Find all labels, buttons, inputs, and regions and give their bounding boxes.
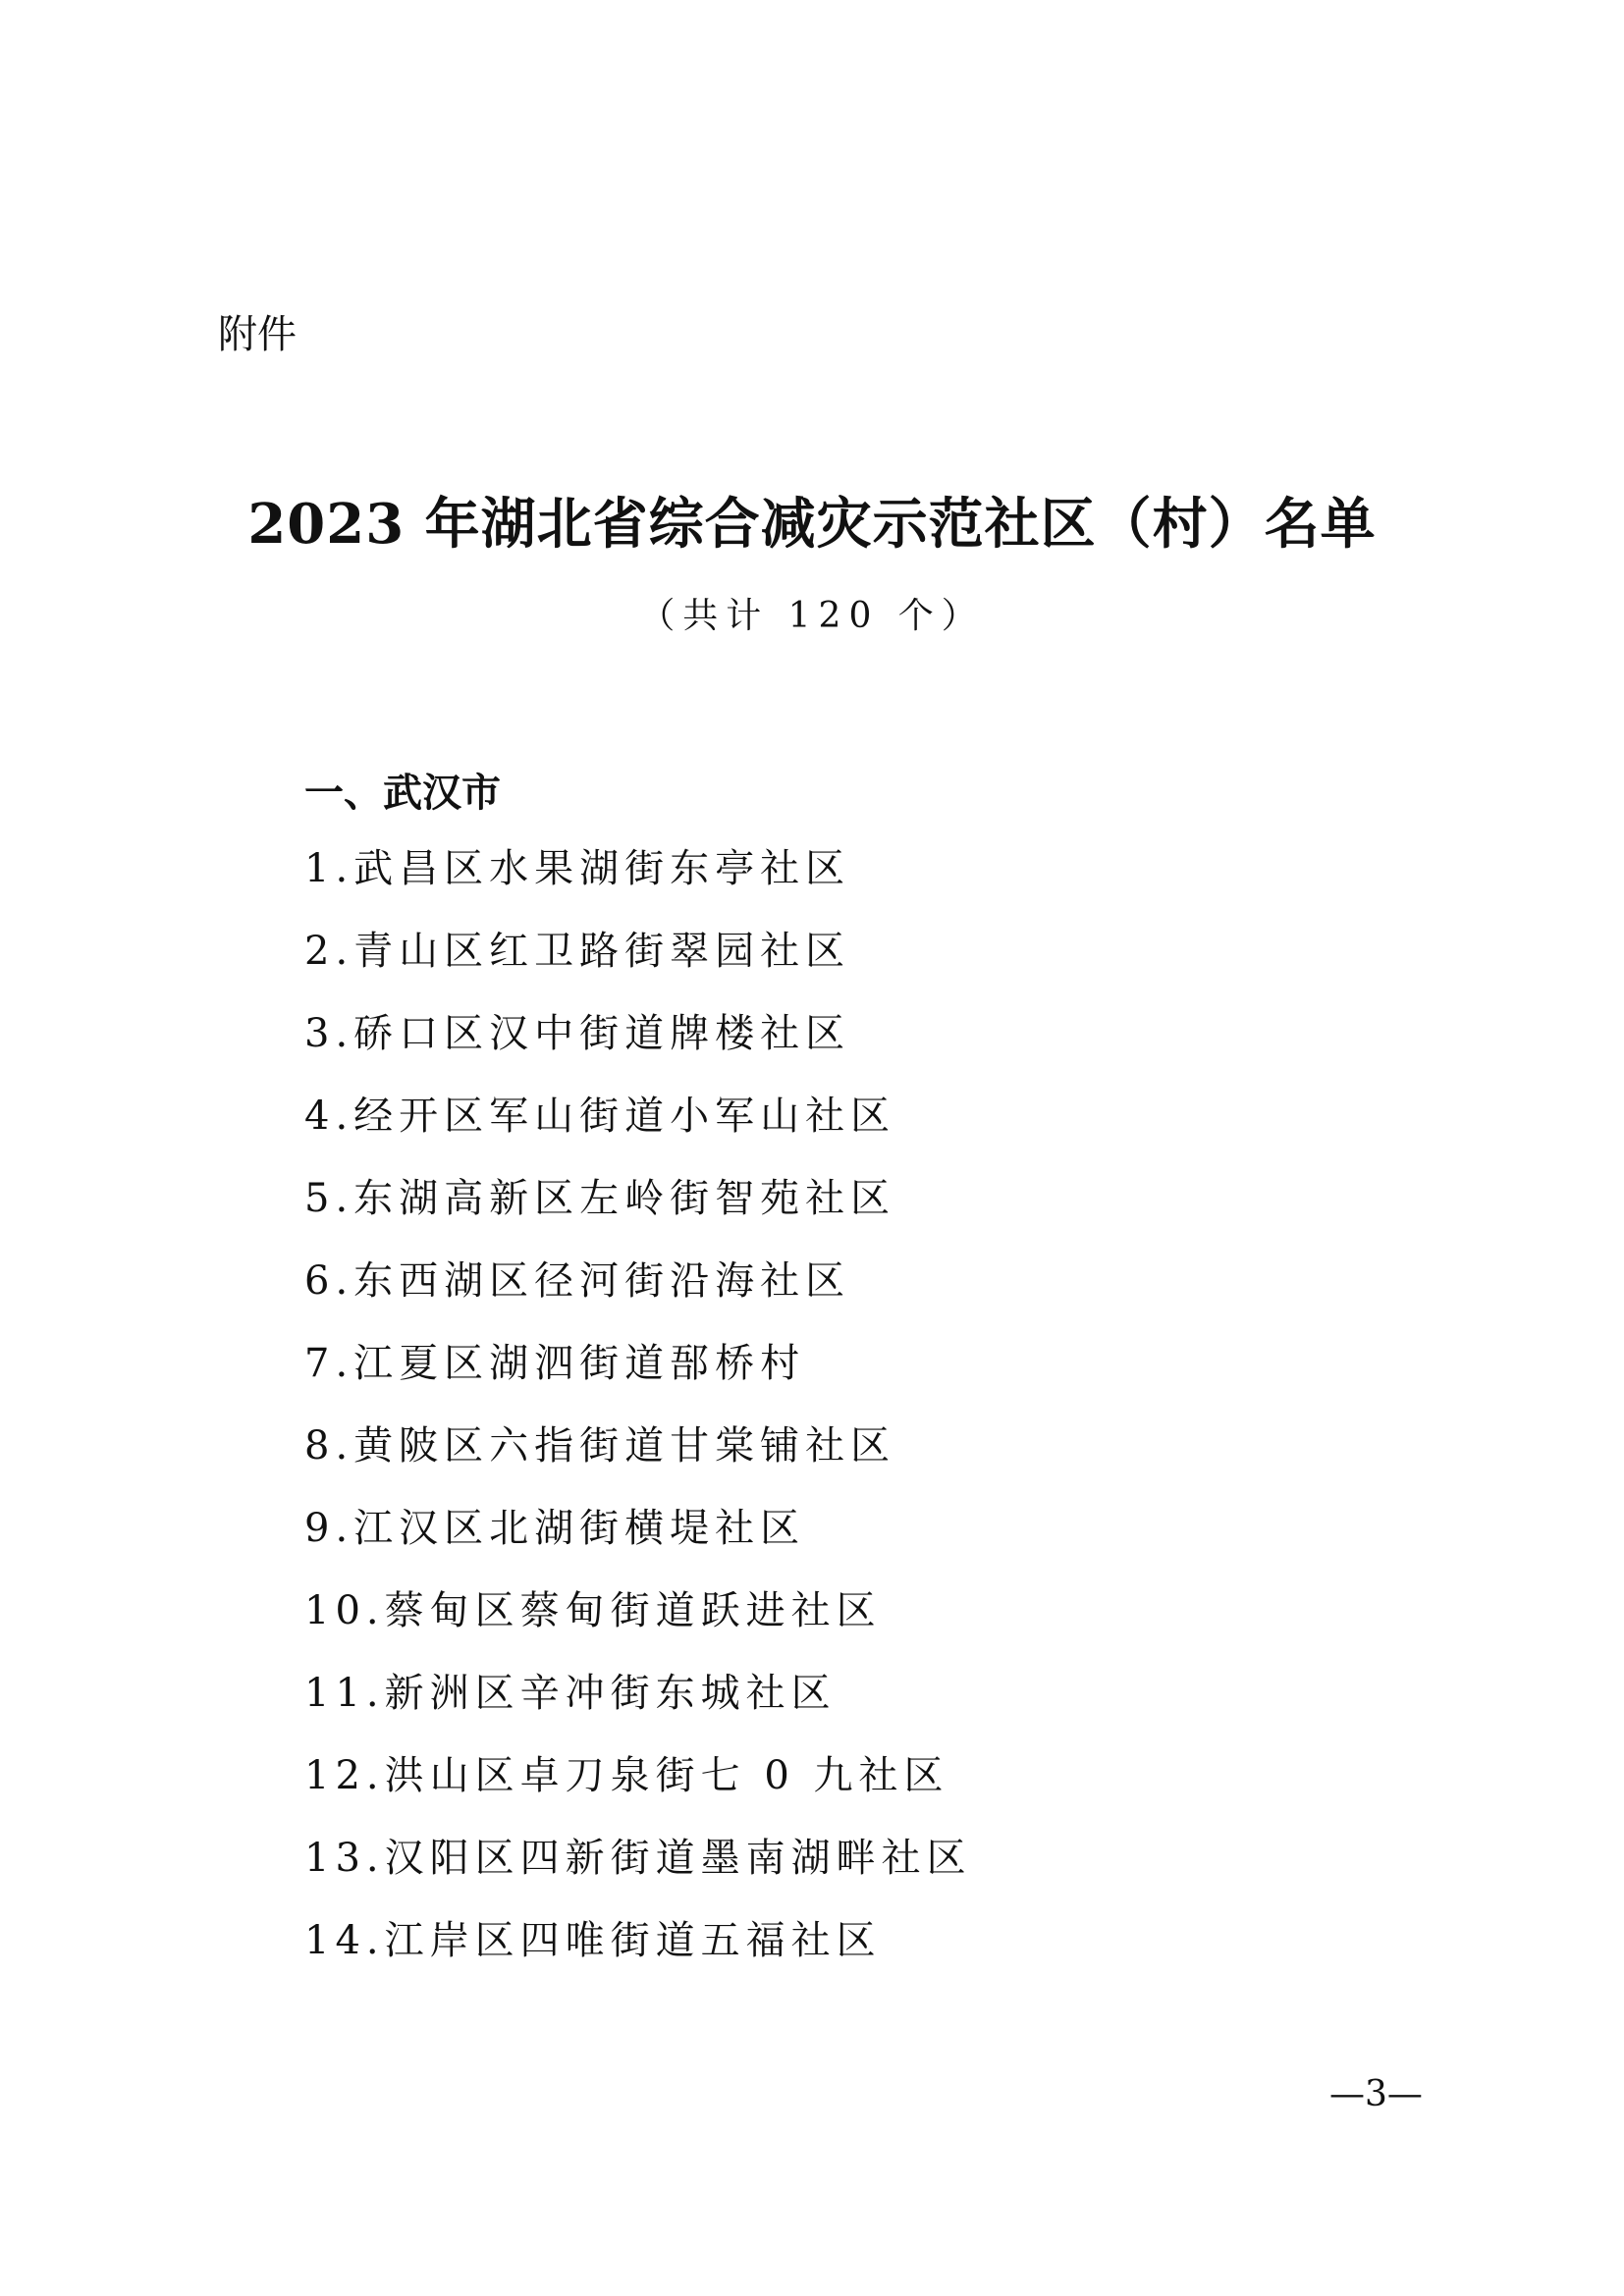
- list-item: 7.江夏区湖泗街道郚桥村: [304, 1341, 806, 1386]
- section-heading-wuhan: 一、武汉市: [304, 771, 501, 816]
- list-item: 8.黄陂区六指街道甘棠铺社区: [304, 1423, 896, 1468]
- list-item: 2.青山区红卫路街翠园社区: [304, 929, 851, 974]
- page-number: —3—: [1329, 2074, 1423, 2114]
- list-item: 6.东西湖区径河街沿海社区: [304, 1258, 851, 1304]
- list-item: 12.洪山区卓刀泉街七 0 九社区: [304, 1753, 949, 1798]
- list-item: 13.汉阳区四新街道墨南湖畔社区: [304, 1836, 972, 1881]
- list-item: 10.蔡甸区蔡甸街道跃进社区: [304, 1588, 882, 1633]
- document-subtitle: （共计 120 个）: [639, 596, 985, 636]
- attachment-label: 附件: [218, 312, 297, 357]
- list-item: 5.东湖高新区左岭街智苑社区: [304, 1176, 896, 1221]
- list-item: 9.江汉区北湖街横堤社区: [304, 1506, 806, 1551]
- list-item: 3.硚口区汉中街道牌楼社区: [304, 1011, 851, 1056]
- list-item: 1.武昌区水果湖街东亭社区: [304, 846, 851, 891]
- list-item: 14.江岸区四唯街道五福社区: [304, 1918, 882, 1963]
- list-item: 11.新洲区辛冲街东城社区: [304, 1671, 837, 1716]
- document-title: 2023 年湖北省综合减灾示范社区（村）名单: [247, 492, 1377, 557]
- community-list: [304, 841, 972, 1996]
- list-item: 4.经开区军山街道小军山社区: [304, 1094, 896, 1139]
